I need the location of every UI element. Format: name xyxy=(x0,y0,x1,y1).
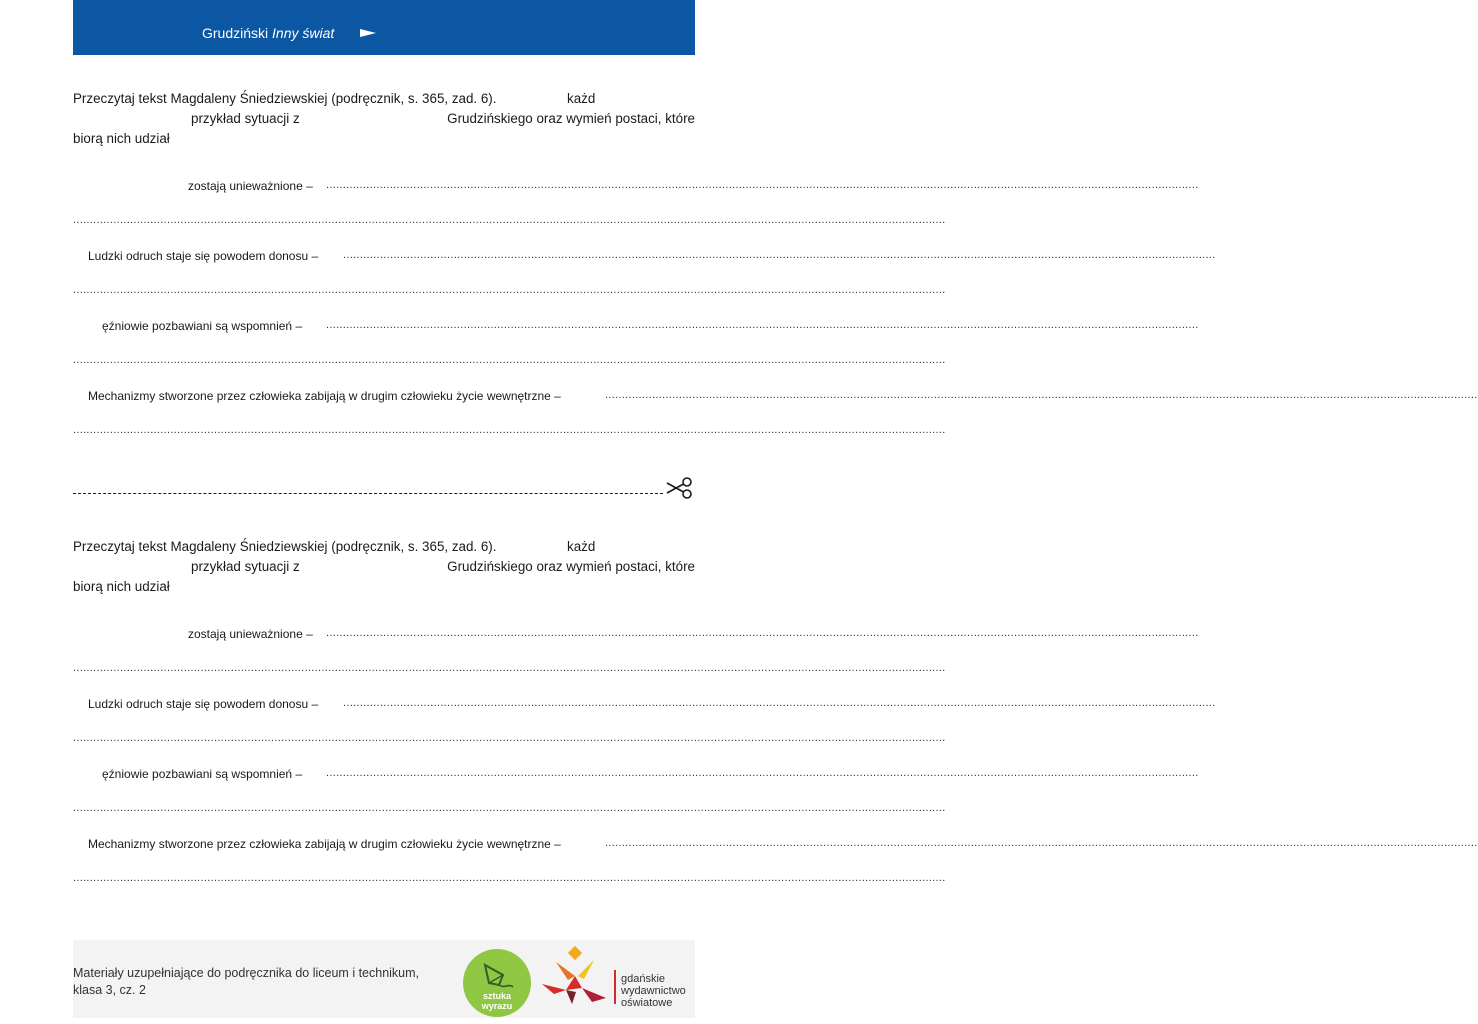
instruction-fragment: każd xyxy=(567,91,596,106)
instruction-fragment: przykład sytuacji z xyxy=(191,559,300,574)
answer-line[interactable]: .................................................................................................................................................................................................................................................................... xyxy=(326,627,1199,639)
answer-line[interactable]: .................................................................................................................................................................................................................................................................... xyxy=(343,697,1216,709)
instruction-fragment: przykład sytuacji z xyxy=(191,111,300,126)
item-label: Ludzki odruch staje się powodem donosu – xyxy=(88,249,319,263)
instruction-fragment: Grudzińskiego oraz wymień postaci, które xyxy=(447,559,695,574)
answer-line[interactable]: .................................................................................................................................................................................................................................................................... xyxy=(73,354,946,366)
answer-line[interactable]: .................................................................................................................................................................................................................................................................... xyxy=(605,837,1478,849)
header-bar xyxy=(73,0,695,55)
instruction-fragment: każd xyxy=(567,539,596,554)
logo-word: sztuka xyxy=(482,991,511,1001)
instruction-line: biorą nich udział xyxy=(73,131,170,146)
instruction-block xyxy=(73,537,695,597)
item-label: Mechanizmy stworzone przez człowieka zabijają w drugim człowieku życie wewnętrzne – xyxy=(88,837,561,851)
instruction-block xyxy=(73,89,695,149)
answer-line[interactable]: .................................................................................................................................................................................................................................................................... xyxy=(343,249,1216,261)
right-triangle-arrow-icon xyxy=(360,29,376,37)
item-label: Mechanizmy stworzone przez człowieka zabijają w drugim człowieku życie wewnętrzne – xyxy=(88,389,561,403)
footer-line: klasa 3, cz. 2 xyxy=(73,983,146,997)
gwo-logo-mark xyxy=(542,948,608,1004)
footer-text xyxy=(73,965,419,999)
gwo-logo-line: wydawnictwo xyxy=(621,985,686,997)
item-label: ęźniowie pozbawiani są wspomnień – xyxy=(102,767,303,781)
answer-line[interactable]: .................................................................................................................................................................................................................................................................... xyxy=(73,732,946,744)
gwo-logo-line: gdańskie xyxy=(621,973,666,985)
instruction-fragment: Grudzińskiego oraz wymień postaci, które xyxy=(447,111,695,126)
answer-line[interactable]: .................................................................................................................................................................................................................................................................... xyxy=(326,179,1199,191)
header-author: Grudziński xyxy=(202,25,269,41)
logo-word: wyrazu xyxy=(481,1001,513,1011)
answer-line[interactable]: .................................................................................................................................................................................................................................................................... xyxy=(73,424,946,436)
header-title xyxy=(202,25,334,41)
item-label: ęźniowie pozbawiani są wspomnień – xyxy=(102,319,303,333)
header-work-title: Inny świat xyxy=(272,25,335,41)
sztuka-wyrazu-logo xyxy=(463,949,531,1017)
answer-line[interactable]: .................................................................................................................................................................................................................................................................... xyxy=(605,389,1478,401)
answer-line[interactable]: .................................................................................................................................................................................................................................................................... xyxy=(73,284,946,296)
footer-line: Materiały uzupełniające do podręcznika do liceum i technikum, xyxy=(73,966,420,980)
cut-line xyxy=(73,493,663,494)
item-label: zostają unieważnione – xyxy=(188,627,313,641)
instruction-line: biorą nich udział xyxy=(73,579,170,594)
gwo-logo-divider xyxy=(614,970,616,1004)
answer-line[interactable]: .................................................................................................................................................................................................................................................................... xyxy=(326,319,1199,331)
answer-line[interactable]: .................................................................................................................................................................................................................................................................... xyxy=(73,662,946,674)
answer-line[interactable]: .................................................................................................................................................................................................................................................................... xyxy=(73,802,946,814)
answer-line[interactable]: .................................................................................................................................................................................................................................................................... xyxy=(73,872,946,884)
item-label: Ludzki odruch staje się powodem donosu – xyxy=(88,697,319,711)
gwo-logo-line: oświatowe xyxy=(621,997,673,1009)
instruction-line: Przeczytaj tekst Magdaleny Śniedziewskiej (podręcznik, s. 365, zad. 6). xyxy=(73,539,497,554)
instruction-line: Przeczytaj tekst Magdaleny Śniedziewskiej (podręcznik, s. 365, zad. 6). xyxy=(73,91,497,106)
answer-line[interactable]: .................................................................................................................................................................................................................................................................... xyxy=(73,214,946,226)
item-label: zostają unieważnione – xyxy=(188,179,313,193)
gwo-logo-text xyxy=(621,973,686,1009)
scissors-icon xyxy=(665,477,693,499)
answer-line[interactable]: .................................................................................................................................................................................................................................................................... xyxy=(326,767,1199,779)
